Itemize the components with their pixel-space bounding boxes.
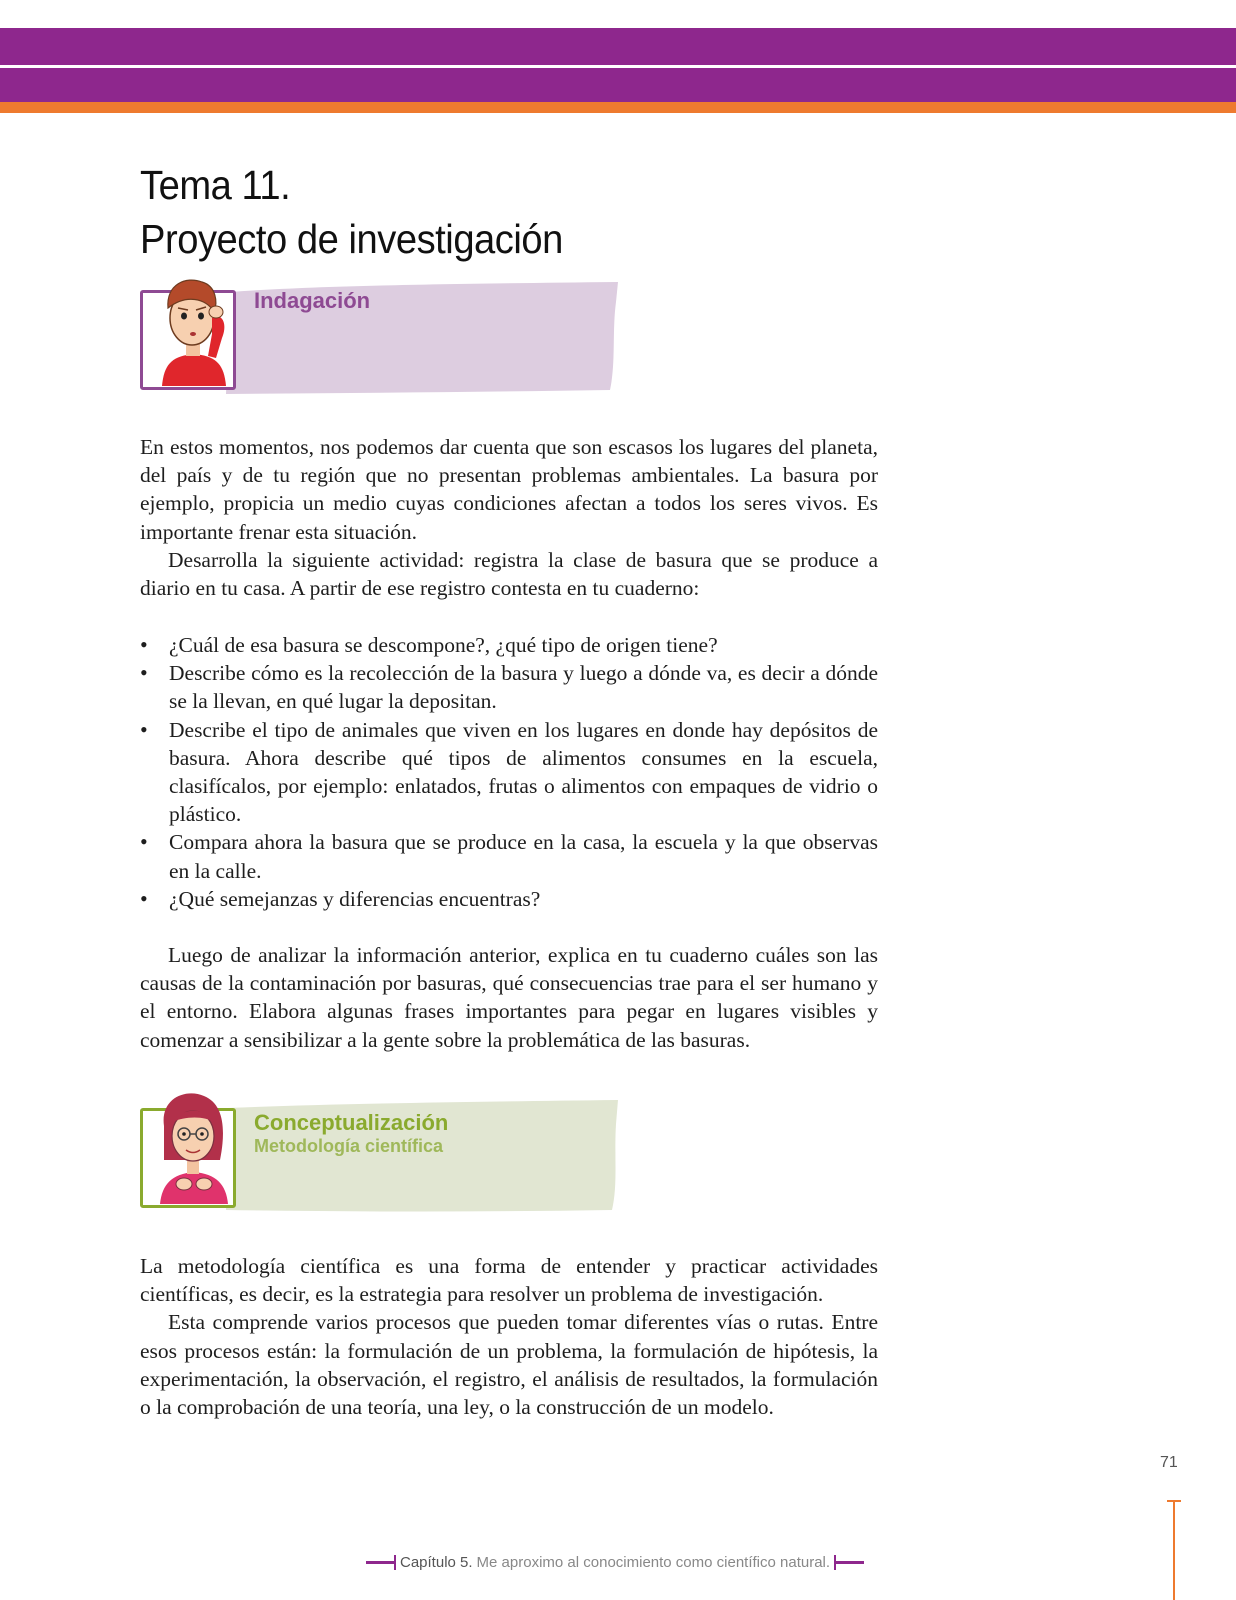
section-heading-conceptualizacion: Conceptualización [254, 1110, 449, 1135]
thinking-boy-icon [146, 272, 242, 386]
header-band-lower [0, 68, 1236, 102]
analysis-paragraph: Luego de analizar la información anterior, explica en tu cuaderno cuáles son las causas de la contaminación por basuras, qué consecuencias trae para el ser humano y el entorno. Elabora algunas frases importantes para pegar en lugares visibles y comenzar a sensibilizar a la gente sobre la problemática de las basuras. [140, 943, 878, 1052]
footer-chapter: Capítulo 5. [400, 1553, 473, 1571]
girl-with-glasses-icon [146, 1090, 242, 1204]
margin-rule [1173, 1500, 1175, 1600]
conceptualizacion-header [140, 1100, 620, 1215]
title-line-2: Proyecto de investigación [140, 216, 563, 262]
header-accent-stripe [0, 102, 1236, 113]
page-number: 71 [1160, 1454, 1178, 1471]
intro-paragraph-1: En estos momentos, nos podemos dar cuenta que son escasos los lugares del planeta, del país y de tu región que no presentan problemas ambientales. La basura por ejemplo, propicia un medio cuyas condiciones afectan a todos los seres vivos. Es importante frenar esta situación. [140, 435, 878, 544]
header-band [0, 28, 1236, 65]
concept-paragraph-1: La metodología científica es una forma de entender y practicar actividades científicas, es decir, es la estrategia para resolver un problema de investigación. [140, 1254, 878, 1307]
list-item: • Describe cómo es la recolección de la basura y luego a dónde va, es decir a dónde se la llevan, en qué lugar la depositan. [140, 659, 878, 715]
concept-text [140, 1252, 878, 1421]
indagacion-header [140, 282, 620, 397]
section-heading-indagacion: Indagación [254, 288, 371, 313]
footer-bar-right [834, 1561, 864, 1564]
list-item: • ¿Qué semejanzas y diferencias encuentras? [140, 885, 878, 913]
list-item: • Compara ahora la basura que se produce en la casa, la escuela y la que observas en la calle. [140, 828, 878, 884]
title-line-1: Tema 11. [140, 162, 291, 208]
analysis-text [140, 941, 878, 1054]
list-item: • ¿Cuál de esa basura se descompone?, ¿qué tipo de origen tiene? [140, 631, 878, 659]
page-footer [366, 1551, 906, 1573]
intro-text [140, 433, 878, 602]
section-subheading: Metodología científica [254, 1136, 444, 1156]
concept-paragraph-2: Esta comprende varios procesos que pueden tomar diferentes vías o rutas. Entre esos procesos están: la formulación de un problema, la formulación de hipótesis, la experimentación, la observación, el registro, el análisis de resultados, la formulación o la comprobación de una teoría, una ley, o la construcción de un modelo. [140, 1310, 878, 1420]
page-title [140, 158, 847, 266]
question-list [140, 631, 878, 913]
footer-chapter-title: Me aproximo al conocimiento como científico natural. [476, 1553, 831, 1571]
footer-bar-left [366, 1561, 396, 1564]
list-item: • Describe el tipo de animales que viven en los lugares en donde hay depósitos de basura. Ahora describe qué tipos de alimentos consumes en la escuela, clasifícalos, por ejemplo: enlatados, frutas o alimentos con empaques de vidrio o plástico. [140, 716, 878, 829]
intro-paragraph-2: Desarrolla la siguiente actividad: registra la clase de basura que se produce a diario en tu casa. A partir de ese registro contesta en tu cuaderno: [140, 547, 878, 601]
